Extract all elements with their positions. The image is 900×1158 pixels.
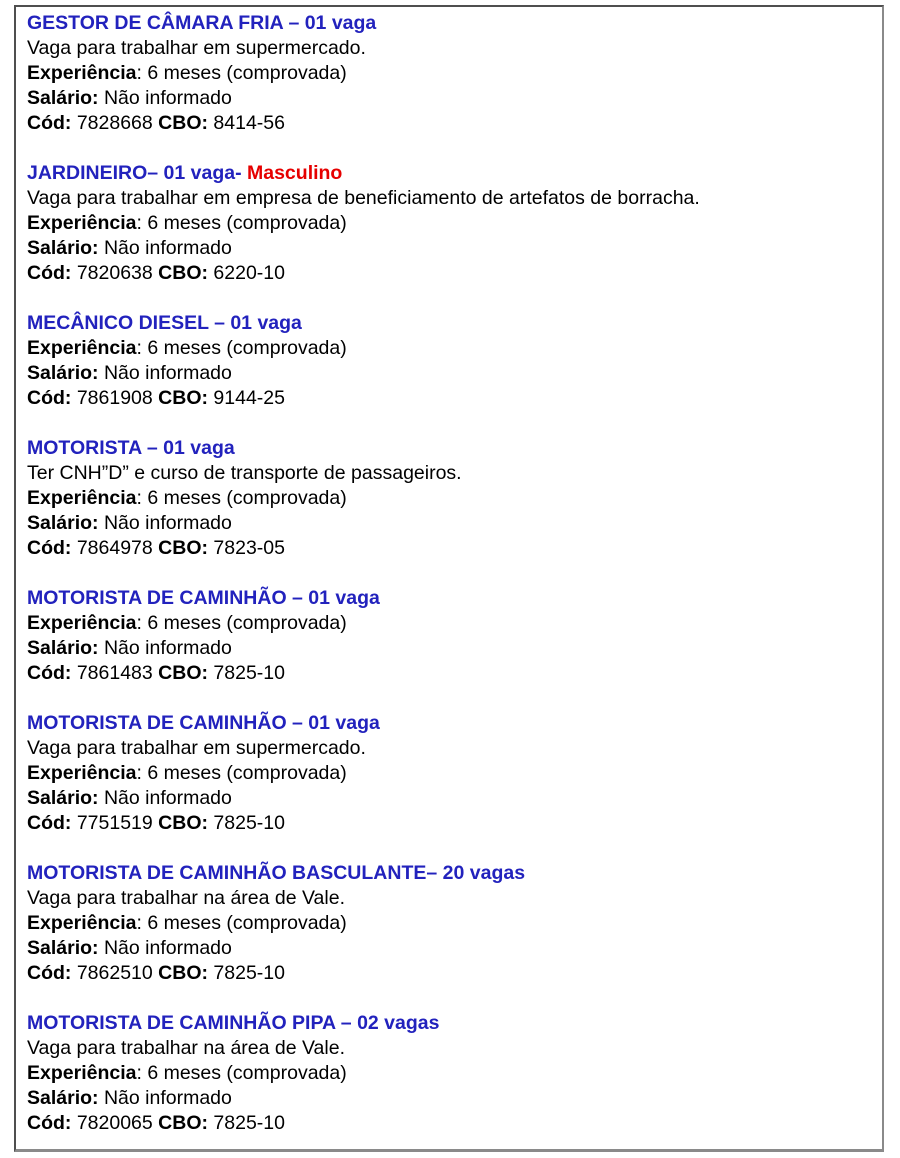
job-listing [27,161,870,286]
job-salary-line [27,511,870,536]
job-salary-line [27,786,870,811]
job-experience-line [27,211,870,236]
experience-label: Experiência [27,612,137,634]
job-codes-line [27,536,870,561]
vacancies-panel [14,5,884,1152]
job-codes-line [27,1111,870,1136]
cbo-label: CBO: [158,112,208,134]
salary-label: Salário: [27,87,99,109]
cbo-value: 8414-56 [213,112,285,134]
salary-value: Não informado [103,637,232,659]
job-title [27,11,870,36]
cbo-label: CBO: [158,662,208,684]
salary-label: Salário: [27,512,99,534]
cbo-value: 6220-10 [213,262,285,284]
job-listing [27,436,870,561]
job-description: Vaga para trabalhar em supermercado. [27,737,366,759]
cbo-label: CBO: [158,1112,208,1134]
job-listing [27,861,870,986]
job-salary-line [27,636,870,661]
experience-label: Experiência [27,1062,137,1084]
code-value: 7820638 [76,262,153,284]
job-listing [27,11,870,136]
job-codes-line [27,386,870,411]
job-experience-line [27,761,870,786]
job-codes-line [27,961,870,986]
job-title-text: MOTORISTA DE CAMINHÃO BASCULANTE– 20 vagas [27,862,526,884]
job-salary-line [27,1086,870,1111]
cbo-label: CBO: [158,537,208,559]
job-title [27,1011,870,1036]
cbo-value: 7825-10 [213,962,285,984]
experience-label: Experiência [27,487,137,509]
experience-value: : 6 meses (comprovada) [136,62,347,84]
job-experience-line [27,486,870,511]
cbo-value: 7825-10 [213,812,285,834]
code-value: 7864978 [76,537,153,559]
job-title-text: GESTOR DE CÂMARA FRIA – 01 vaga [27,12,377,34]
code-label: Cód: [27,112,72,134]
experience-value: : 6 meses (comprovada) [136,212,347,234]
code-value: 7861908 [76,387,153,409]
job-salary-line [27,86,870,111]
experience-value: : 6 meses (comprovada) [136,762,347,784]
code-value: 7861483 [76,662,153,684]
code-label: Cód: [27,262,72,284]
job-description: Vaga para trabalhar em supermercado. [27,37,366,59]
job-title [27,311,870,336]
salary-value: Não informado [103,787,232,809]
job-description: Vaga para trabalhar na área de Vale. [27,887,345,909]
job-codes-line [27,661,870,686]
job-title-text: JARDINEIRO– 01 vaga- [27,162,247,184]
job-salary-line [27,236,870,261]
salary-value: Não informado [103,87,232,109]
salary-label: Salário: [27,237,99,259]
job-listing [27,1011,870,1136]
cbo-label: CBO: [158,962,208,984]
job-description: Ter CNH”D” e curso de transporte de passageiros. [27,462,462,484]
cbo-value: 9144-25 [213,387,285,409]
code-label: Cód: [27,387,72,409]
experience-value: : 6 meses (comprovada) [136,612,347,634]
job-title [27,161,870,186]
code-value: 7751519 [76,812,153,834]
job-experience-line [27,336,870,361]
job-salary-line [27,936,870,961]
salary-label: Salário: [27,787,99,809]
job-experience-line [27,61,870,86]
salary-value: Não informado [103,362,232,384]
job-title [27,861,870,886]
job-experience-line [27,911,870,936]
code-label: Cód: [27,1112,72,1134]
cbo-value: 7825-10 [213,1112,285,1134]
experience-label: Experiência [27,212,137,234]
experience-label: Experiência [27,912,137,934]
code-value: 7828668 [76,112,153,134]
code-label: Cód: [27,662,72,684]
salary-value: Não informado [103,1087,232,1109]
experience-value: : 6 meses (comprovada) [136,487,347,509]
experience-value: : 6 meses (comprovada) [136,912,347,934]
job-description: Vaga para trabalhar na área de Vale. [27,1037,345,1059]
code-label: Cód: [27,537,72,559]
experience-value: : 6 meses (comprovada) [136,337,347,359]
experience-value: : 6 meses (comprovada) [136,1062,347,1084]
code-value: 7820065 [76,1112,153,1134]
job-experience-line [27,1061,870,1086]
job-experience-line [27,611,870,636]
salary-value: Não informado [103,512,232,534]
code-label: Cód: [27,812,72,834]
experience-label: Experiência [27,762,137,784]
salary-value: Não informado [103,937,232,959]
job-listing [27,711,870,836]
code-value: 7862510 [76,962,153,984]
job-title [27,711,870,736]
salary-label: Salário: [27,1087,99,1109]
cbo-value: 7825-10 [213,662,285,684]
salary-label: Salário: [27,637,99,659]
code-label: Cód: [27,962,72,984]
job-title-text: MOTORISTA DE CAMINHÃO – 01 vaga [27,587,380,609]
job-codes-line [27,261,870,286]
experience-label: Experiência [27,62,137,84]
jobs-list [27,11,870,1136]
job-title-highlight: Masculino [247,162,343,184]
cbo-label: CBO: [158,387,208,409]
job-title-text: MECÂNICO DIESEL – 01 vaga [27,312,302,334]
salary-label: Salário: [27,362,99,384]
job-title [27,436,870,461]
job-title-text: MOTORISTA DE CAMINHÃO – 01 vaga [27,712,380,734]
job-title-text: MOTORISTA DE CAMINHÃO PIPA – 02 vagas [27,1012,440,1034]
job-title [27,586,870,611]
cbo-label: CBO: [158,812,208,834]
cbo-value: 7823-05 [213,537,285,559]
salary-label: Salário: [27,937,99,959]
job-codes-line [27,811,870,836]
job-description: Vaga para trabalhar em empresa de beneficiamento de artefatos de borracha. [27,187,700,209]
job-listing [27,586,870,686]
salary-value: Não informado [103,237,232,259]
experience-label: Experiência [27,337,137,359]
cbo-label: CBO: [158,262,208,284]
job-codes-line [27,111,870,136]
job-salary-line [27,361,870,386]
job-listing [27,311,870,411]
job-title-text: MOTORISTA – 01 vaga [27,437,235,459]
